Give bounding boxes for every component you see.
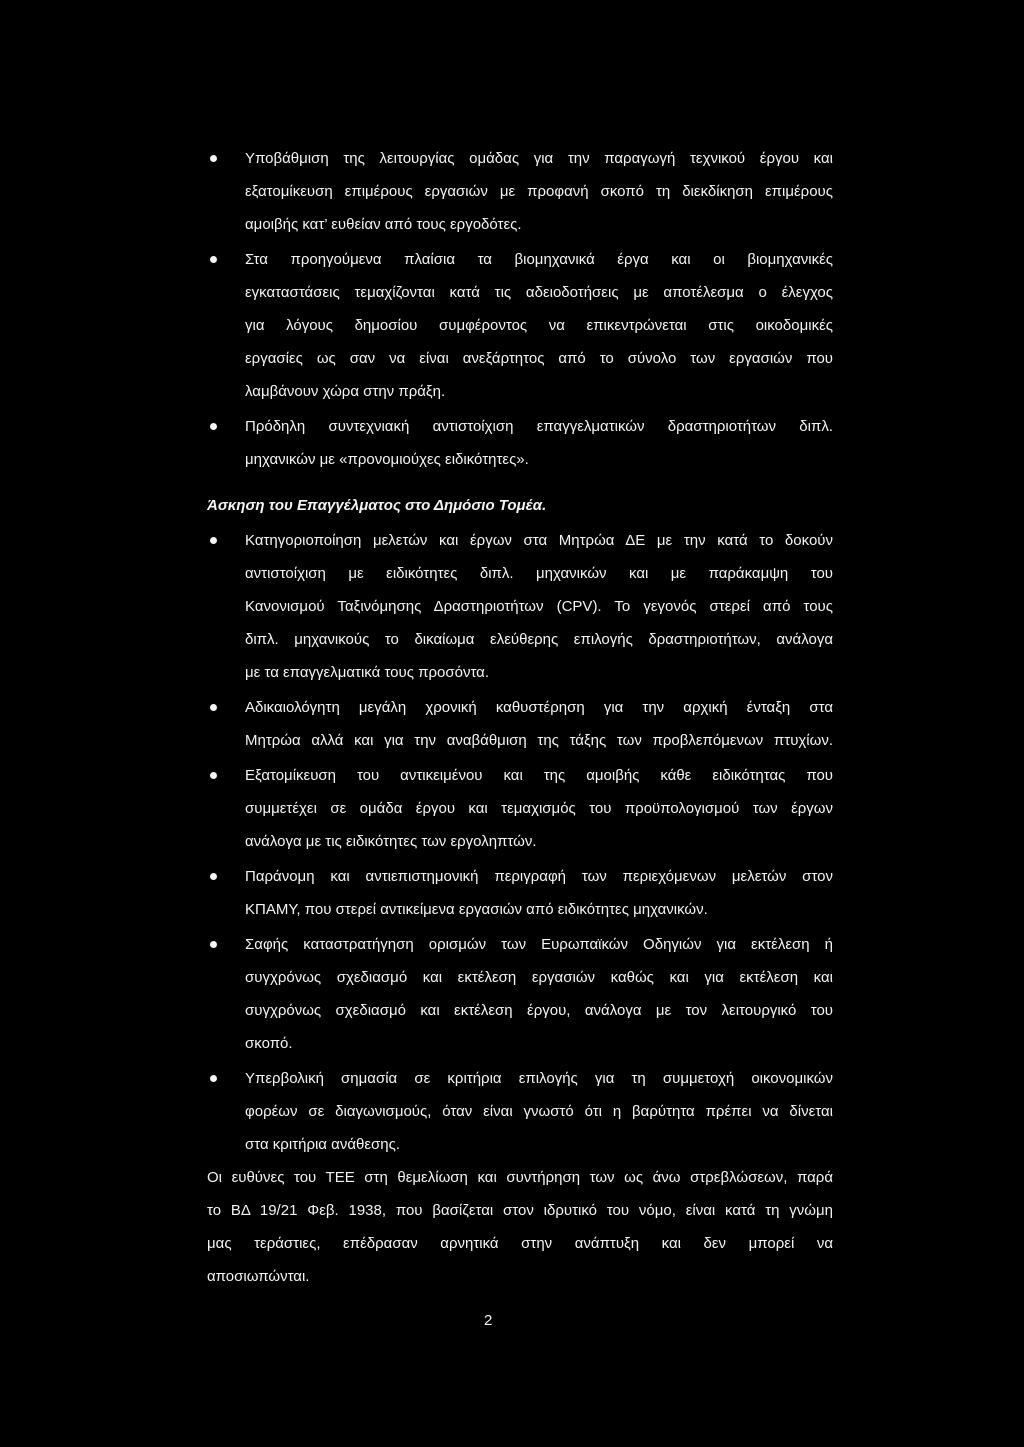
- text-line: Αδικαιολόγητη μεγάλη χρονική καθυστέρηση για την αρχική ένταξη στα: [245, 699, 833, 716]
- text-line: αντιστοίχιση με ειδικότητες διπλ. μηχανικών και με παράκαμψη του: [245, 565, 833, 582]
- text-line: Εξατομίκευση του αντικειμένου και της αμοιβής κάθε ειδικότητας που: [245, 767, 833, 784]
- text-line: διπλ. μηχανικούς το δικαίωμα ελεύθερης επιλογής δραστηριοτήτων, ανάλογα: [245, 631, 833, 648]
- text-line: αποσιωπώνται.: [207, 1268, 310, 1285]
- text-line: λαμβάνουν χώρα στην πράξη.: [245, 383, 446, 400]
- bullet-item: [207, 524, 833, 689]
- text-line: μας τεράστιες, επέδρασαν αρνητικά στην ανάπτυξη και δεν μπορεί να: [207, 1235, 833, 1252]
- bullet-item: [207, 1062, 833, 1161]
- bullet-item: [207, 243, 833, 408]
- bullet-icon: [210, 155, 217, 162]
- text-line: μηχανικών με «προνομιούχες ειδικότητες».: [245, 451, 529, 468]
- bullet-icon: [210, 537, 217, 544]
- text-line: Υποβάθμιση της λειτουργίας ομάδας για την παραγωγή τεχνικού έργου και: [245, 150, 833, 167]
- text-line: συγχρόνως σχεδιασμό και εκτέλεση εργασιών καθώς και για εκτέλεση και: [245, 969, 833, 986]
- bullet-icon: [210, 873, 217, 880]
- text-line: συμμετέχει σε ομάδα έργου και τεμαχισμός του προϋπολογισμού των έργων: [245, 800, 833, 817]
- text-line: Στα προηγούμενα πλαίσια τα βιομηχανικά έργα και οι βιομηχανικές: [245, 251, 833, 268]
- bullet-icon: [210, 256, 217, 263]
- text-line: το ΒΔ 19/21 Φεβ. 1938, που βασίζεται στον ιδρυτικό του νόμο, είναι κατά τη γνώμη: [207, 1202, 833, 1219]
- bullet-item: [207, 142, 833, 241]
- text-line: αμοιβής κατ’ ευθείαν από τους εργοδότες.: [245, 216, 522, 233]
- bullet-item: [207, 759, 833, 858]
- closing-paragraph: [207, 1161, 833, 1293]
- section-heading: Άσκηση του Επαγγέλματος στο Δημόσιο Τομέα.: [207, 497, 547, 514]
- text-line: με τα επαγγελματικά τους προσόντα.: [245, 664, 489, 681]
- text-line: εργασίες ως σαν να είναι ανεξάρτητος από το σύνολο των εργασιών που: [245, 350, 833, 367]
- text-line: εγκαταστάσεις τεμαχίζονται κατά τις αδειοδοτήσεις με αποτέλεσμα ο έλεγχος: [245, 284, 833, 301]
- bullet-icon: [210, 704, 217, 711]
- text-line: Σαφής καταστρατήγηση ορισμών των Ευρωπαϊκών Οδηγιών για εκτέλεση ή: [245, 936, 833, 953]
- page-number: 2: [484, 1312, 493, 1329]
- text-line: Πρόδηλη συντεχνιακή αντιστοίχιση επαγγελματικών δραστηριοτήτων διπλ.: [245, 418, 833, 435]
- bullet-icon: [210, 941, 217, 948]
- bullet-item: [207, 928, 833, 1060]
- text-line: για λόγους δημοσίου συμφέροντος να επικεντρώνεται στις οικοδομικές: [245, 317, 833, 334]
- text-line: Οι ευθύνες του ΤΕΕ στη θεμελίωση και συντήρηση των ως άνω στρεβλώσεων, παρά: [207, 1169, 833, 1186]
- bullet-icon: [210, 423, 217, 430]
- text-line: Κανονισμού Ταξινόμησης Δραστηριοτήτων (CPV). Το γεγονός στερεί από τους: [245, 598, 833, 615]
- text-line: Μητρώα αλλά και για την αναβάθμιση της τάξης των προβλεπόμενων πτυχίων.: [245, 732, 833, 749]
- text-line: Κατηγοριοποίηση μελετών και έργων στα Μητρώα ΔΕ με την κατά το δοκούν: [245, 532, 833, 549]
- document-body: [207, 142, 833, 1293]
- text-line: ΚΠΑΜΥ, που στερεί αντικείμενα εργασιών από ειδικότητες μηχανικών.: [245, 901, 708, 918]
- bullet-item: [207, 410, 833, 476]
- bullet-list-public-sector: [207, 524, 833, 1161]
- text-line: φορέων σε διαγωνισμούς, όταν είναι γνωστό ότι η βαρύτητα πρέπει να δίνεται: [245, 1103, 833, 1120]
- text-line: Υπερβολική σημασία σε κριτήρια επιλογής για τη συμμετοχή οικονομικών: [245, 1070, 833, 1087]
- bullet-list-problems: [207, 142, 833, 476]
- bullet-item: [207, 691, 833, 757]
- text-line: στα κριτήρια ανάθεσης.: [245, 1136, 401, 1153]
- bullet-icon: [210, 772, 217, 779]
- text-line: ανάλογα με τις ειδικότητες των εργοληπτών.: [245, 833, 537, 850]
- bullet-item: [207, 860, 833, 926]
- text-line: συγχρόνως σχεδιασμό και εκτέλεση έργου, ανάλογα με τον λειτουργικό του: [245, 1002, 833, 1019]
- text-line: σκοπό.: [245, 1035, 293, 1052]
- bullet-icon: [210, 1075, 217, 1082]
- text-line: εξατομίκευση επιμέρους εργασιών με προφανή σκοπό τη διεκδίκηση επιμέρους: [245, 183, 833, 200]
- text-line: Παράνομη και αντιεπιστημονική περιγραφή των περιεχόμενων μελετών στον: [245, 868, 833, 885]
